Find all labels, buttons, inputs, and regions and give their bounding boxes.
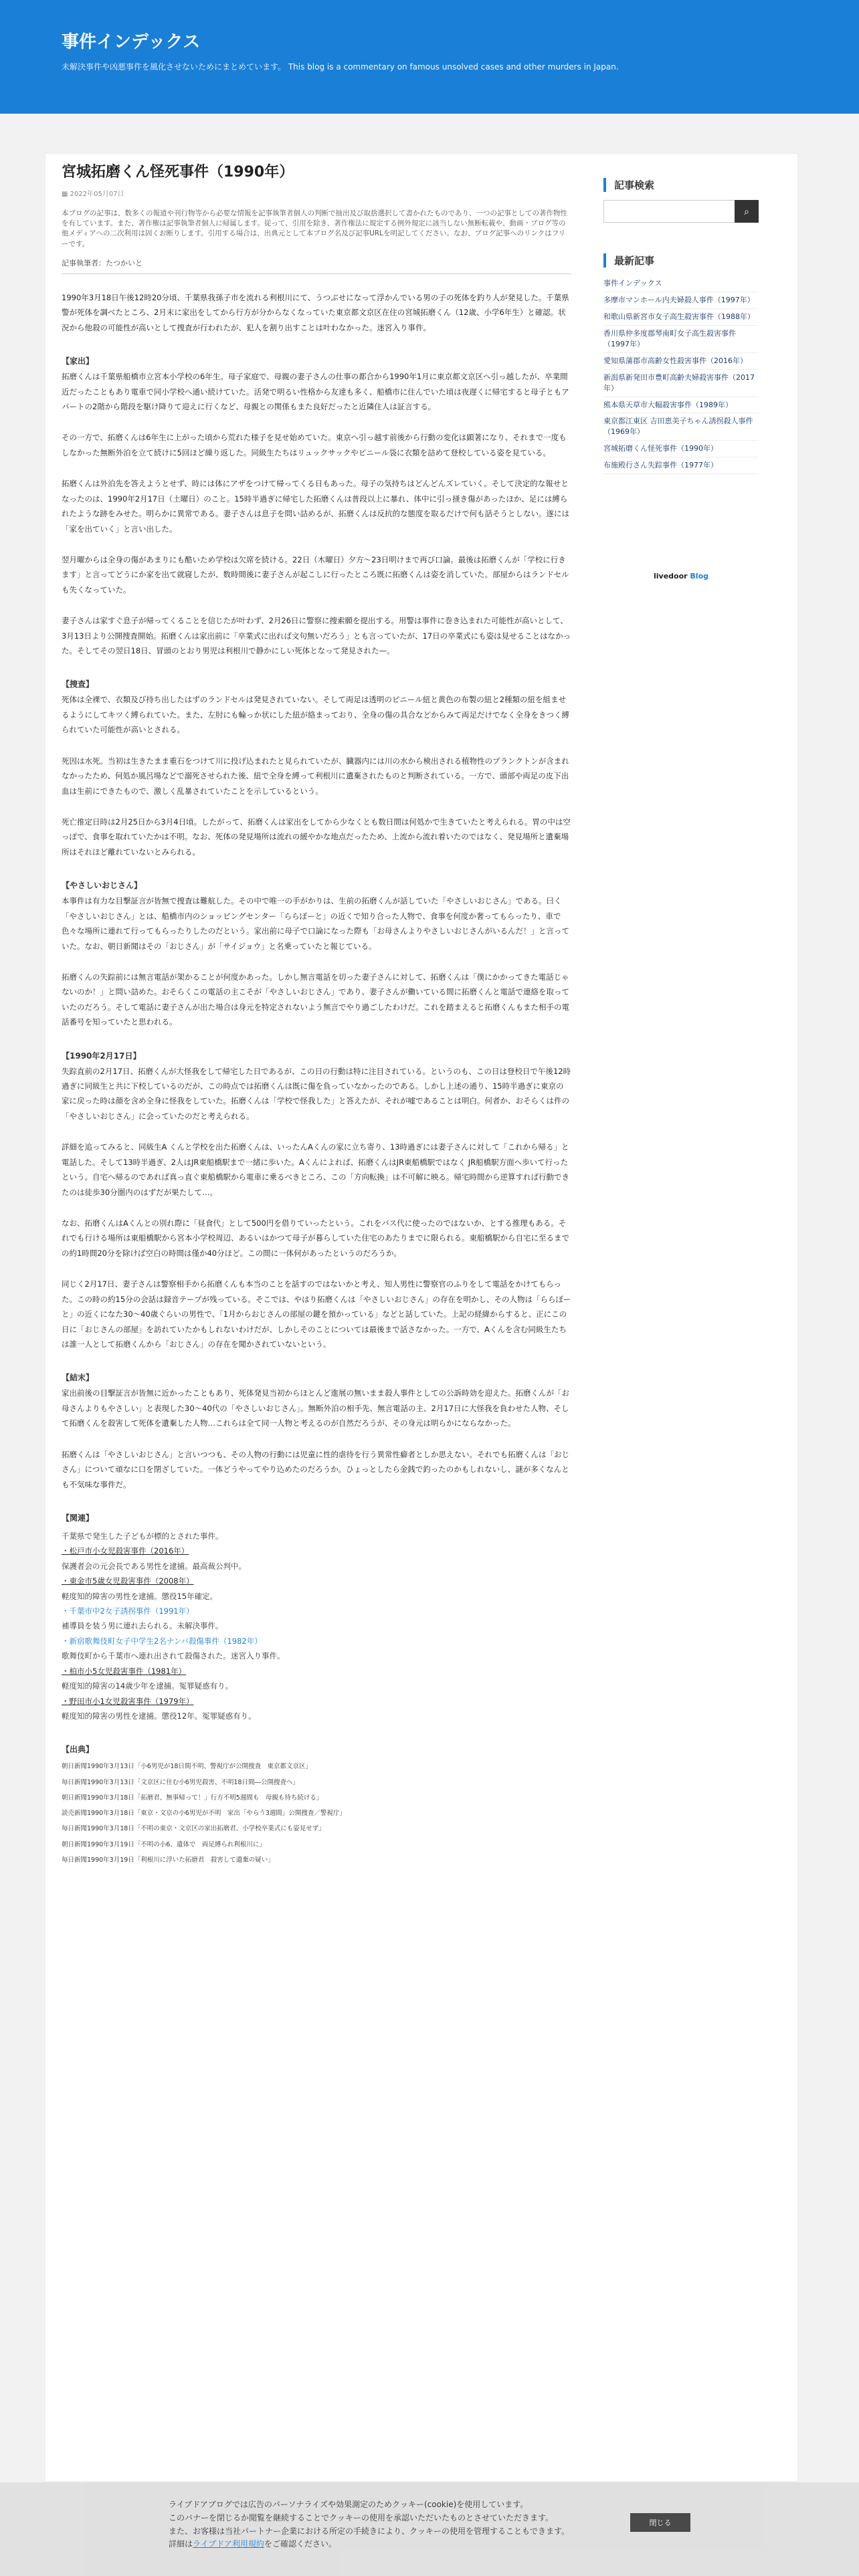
paragraph: 拓磨くんは「やさしいおじさん」と言いつつも、その人物の行動には児童に性的虐待を行う異常性癖者としか思えない。それでも拓磨くんは「おじさん」について頑なに口を閉ざしていた。一体どうやってやり込めたのだろうか。ひょっとしたら金銭で釣ったのかもしれないし、謎が多くなんとも不気味な事件だ。 — [62, 1449, 569, 1489]
post-date — [62, 188, 571, 198]
recent-post-link[interactable]: 多摩市マンホール内夫婦殺人事件（1997年） — [603, 292, 759, 309]
recent-widget — [603, 253, 759, 474]
paragraph: なお、拓磨くんはAくんとの別れ際に「昼食代」として500円を借りていったという。これをバス代に使ったのではないか、とする推理もある。それでも行ける場所は東船橋駅から宮本小学校周辺、あるいはかつて母子が暮らしていた住宅のあたりまでに限られる。東船橋駅から自宅に至るまでの約1時間20分を除けば空白の時間は僅か40分ほど。この間に一体何があったというのだろうか。 — [62, 1218, 569, 1258]
paragraph: 同じく2月17日、妻子さんは警察相手から拓磨くんも本当のことを話すのではないかと考え、知人男性に警察官のふりをして電話をかけてもらった。この時の約15分の会話は録音テープが残っている。そこでは、やはり拓磨くんは「やさしいおじさん」の存在を明かし、その人物は「ららぽーと」の近くになた30〜40歳ぐらいの男性で、「1月からおじさんの部屋の鍵を預かっている」などと話していた。上記の経緯からすると、正にこの日に「おじさんの部屋」を訪れていたかもしれないわけだが、しかしそのことについては最後まで話さなかった。一方で、Aくんを含む同級生たちは誰一人として拓磨くんから「おじさん」の存在を聞かされていないという。 — [62, 1279, 571, 1349]
paragraph: その一方で、拓磨くんは6年生に上がった頃から荒れた様子を見せ始めていた。東京へ引っ越す前後から行動の変化は顕著になり、それまで一度もしなかった無断外泊を立て続けに5回ほど繰り返した。同級生たちはリュックサックやビニール袋に衣類を詰めて登校している姿を見ている。 — [62, 433, 567, 457]
recent-post-link[interactable]: 事件インデックス — [603, 276, 759, 292]
search-input[interactable] — [603, 200, 735, 223]
paragraph: 1990年3月18日午後12時20分頃、千葉県我孫子市を流れる利根川にて、うつぶせになって浮かんでいる男の子の死体を釣り人が発見した。千葉県警が死体を調べたところ、2月末に家出をしてから行方が分からなくなっていた東京都文京区在住の宮城拓磨くん（12歳、小学6年生）と確認。状況から他殺の可能性が高いとして捜査が行われたが、犯人を割り出すことは叶わなかった。迷宮入り事件。 — [62, 292, 569, 332]
section-heading: 【出典】 — [62, 1745, 94, 1755]
source-item: 朝日新聞1990年3月19日「不明の小6、遺体で 両足縛られ利根川に」 — [62, 1840, 266, 1848]
section-heading: 【家出】 — [62, 356, 94, 366]
source-item: 朝日新聞1990年3月18日「拓磨君、無事帰って！」行方不明5週間も 母親も待ち続ける」 — [62, 1794, 323, 1802]
related-note: 歌舞伎町から千葉市へ連れ出されて殺傷された。迷宮入り事件。 — [62, 1651, 285, 1661]
source-item: 毎日新聞1990年3月19日「利根川に浮いた拓磨君 殺害して遺棄の疑い」 — [62, 1856, 274, 1864]
site-header — [0, 0, 859, 114]
related-link[interactable]: ・千葉市中2女子誘拐事件（1991年） — [62, 1606, 194, 1616]
cookie-line — [169, 2538, 603, 2551]
related-note: 保護者会の元会長である男性を逮捕。最高裁公判中。 — [62, 1561, 246, 1571]
source-item: 毎日新聞1990年3月18日「不明の東京・文京区の家出拓磨君、小学校卒業式にも姿見せず」 — [62, 1825, 325, 1833]
logo-blog-text: Blog — [690, 572, 709, 581]
calendar-icon: ▦ — [62, 191, 70, 198]
paragraph: 拓磨くんの失踪前には無言電話が架かることが何度かあった。しかし無言電話を切った妻子さんに対して、拓磨くんは「僕にかかってきた電話じゃないのか！」と問い詰めた。おそらくこの電話の主こそが「やさしいおじさん」であり、妻子さんが働いている間に拓磨くんと電話で連絡を取っていたのだろう。そして電話に妻子さんが出た場合は身元を特定されないよう無言でやり過ごしたわけだ。これを踏まえると拓磨くんもまた相手の電話番号を知っていたと思われる。 — [62, 972, 569, 1027]
cookie-banner — [0, 2482, 859, 2576]
logo-livedoor-text: livedoor — [653, 572, 688, 581]
paragraph: 死亡推定日時は2月25日から3月4日頃。したがって、拓磨くんは家出をしてから少なくとも数日間は何処かで生きていたと考えられる。胃の中は空っぽで、食事を取れていたかは不明。なお、死体の発見場所は流れの緩やかな地点だったため、上流から流れ着いたのではなく、発見場所と遺棄場所はそれほど離れていないとみられる。 — [62, 817, 571, 857]
post-title[interactable]: 宮城拓磨くん怪死事件（1990年） — [62, 164, 294, 181]
source-item: 毎日新聞1990年3月13日「文京区に住む小6男児殺害、不明18日間―公開捜査へ」 — [62, 1778, 299, 1786]
sources-list — [62, 1759, 571, 1868]
recent-post-link[interactable]: 愛知県蒲郡市高齢女性殺害事件（2016年） — [603, 353, 759, 370]
cookie-text — [169, 2498, 603, 2551]
recent-widget-title: 最新記事 — [603, 253, 759, 267]
source-item: 読売新聞1990年3月18日「東京・文京の小6男児が不明 家出「やらう3週間」公開捜査／警視庁」 — [62, 1810, 346, 1818]
search-widget-title: 記事検索 — [603, 178, 759, 192]
paragraph: 失踪直前の2月17日、拓磨くんが大怪我をして帰宅した日であるが、この日の行動は特に注目されている。というのも、この日は登校日で午後12時過ぎに同級生と共に下校しているのだが、この時点では拓磨くんは既に傷を負っていなかったのである。しかし上述の通り、15時半過ぎに東京の家に戻った時は顔を含め全身に怪我をしていた。拓磨くんは「学校で怪我した」と答えたが、それが嘘であることは明白。何者か、おそらくは件の「やさしいおじさん」に会っていたのだと考えられる。 — [62, 1066, 571, 1121]
cookie-text-post: をご確認ください。 — [264, 2539, 337, 2549]
search-button[interactable] — [735, 200, 759, 223]
related-intro: 千葉県で発生した子どもが標的とされた事件。 — [62, 1531, 223, 1541]
paragraph: 妻子さんは家すぐ息子が帰ってくることを信じたが叶わず、2月26日に警察に捜索願を提出する。用警は事件に巻き込まれた可能性が高いとして、3月13日より公開捜査開始。拓磨くんは家出前に「卒業式に出れば文句無いだろう」とも言っていたが、17日の卒業式にも姿は見せることはなかった。そしてその翌日18日、冒頭のとおり男児は利根川で静かにしい死体となって発見された—。 — [62, 616, 571, 656]
author-line: 記事執筆者：たつかいと — [62, 257, 571, 274]
search-icon: ⌕ — [744, 205, 749, 217]
paragraph: 死因は水死。当初は生きたまま重石をつけて川に投げ込まれたと見られていたが、臓器内には川の水から検出される植物性のプランクトンが含まれなかったため、何処か風呂場などで溺死させられた後、紐で全身を縛って利根川に遺棄されたものと判断されている。一方で、頭部や両足の皮下出血は生前にできたもので、激しく乱暴されていたことを示しているという。 — [62, 756, 569, 796]
terms-link[interactable]: ライブドア利用規約 — [193, 2539, 264, 2549]
related-note: 軽度知的障害の男性を逮捕。懲役15年確定。 — [62, 1591, 218, 1601]
section-heading: 【やさしいおじさん】 — [62, 881, 142, 891]
section-heading: 【1990年2月17日】 — [62, 1051, 141, 1061]
related-note: 補導員を装う男に連れ去られる。未解決事件。 — [62, 1621, 223, 1631]
related-link[interactable]: ・東金市5歳女児殺害事件（2008年） — [62, 1576, 194, 1586]
cookie-line: また、お客様は当社パートナー企業における所定の手続きにより、クッキーの使用を管理することもできます。 — [169, 2526, 570, 2536]
post-date-text: 2022年05月07日 — [70, 191, 124, 198]
copyright-notice: 本ブログの記事は、数多くの報道や刊行物等から必要な情報を記事執筆者個人の判断で抽出及び取捨選択して書かれたものであり、一つの記事としての著作物性を有しています。また、著作権は記事執筆者個人に帰属します。従って、引用を除き、著作権法に規定する例外規定に該当しない無断転載や、動画・ブログ等の他メディアへの二次利用は固くお断りします。引用する場合は、出典元として本ブログ名及び記事URLを明記してください。なお、ブログ記事へのリンクはフリーです。 — [62, 209, 567, 248]
site-title[interactable]: 事件インデックス — [62, 32, 201, 52]
sidebar — [603, 178, 759, 580]
paragraph: 拓磨くんは千葉県船橋市立宮本小学校の6年生。母子家庭で、母親の妻子さんの仕事の都合から1990年1月に東京都文京区へ引っ越したが、卒業間近だったこともあり電車で同小学校へ通い続けていた。活発で明るい性格から友達も多く、船橋市に住んでいた頃は夜遅くに帰宅すると母子ともアパートの2階から階段を駆け降りて迎えに行くなど、母親との関係もまた良好だったと近隣住人は証言する。 — [62, 372, 569, 411]
content-container — [45, 154, 797, 2481]
section-heading: 【結末】 — [62, 1373, 94, 1383]
paragraph: 詳細を追ってみると、同級生A くんと学校を出た拓磨くんは、いったんAくんの家に立ち寄り、13時過ぎには妻子さんに対して「これから帰る」と電話した。そして13時半過ぎ、2人はJR東船橋駅まで一緒に歩いた。Aくんによれば、拓磨くんはJR東船橋駅ではなく JR船橋駅方面へ歩いて行ったという。自宅へ帰るのであれば真っ直ぐ東船橋駅から電車に乗るべきところ、この「方向転換」は不可解に映る。帰宅時間から逆算すれば行動できたのは徒歩30分圏内のはずだが果たして…。 — [62, 1142, 569, 1197]
article — [62, 154, 571, 1868]
section-heading: 【捜査】 — [62, 679, 94, 689]
section-heading: 【関連】 — [62, 1513, 94, 1523]
recent-post-link[interactable]: 新潟県新発田市豊町高齢夫婦殺害事件（2017年） — [603, 370, 759, 397]
cookie-line: ライブドアブログでは広告のパーソナライズや効果測定のためクッキー(cookie)を使用しています。 — [169, 2500, 529, 2509]
cookie-close-button[interactable]: 閉じる — [630, 2513, 690, 2532]
related-list — [62, 1529, 571, 1723]
recent-post-link[interactable]: 東京都江東区 吉田恵美子ちゃん誘拐殺人事件（1969年） — [603, 413, 759, 441]
search-form — [603, 200, 759, 223]
related-note: 軽度知的障害の14歳少年を逮捕。冤罪疑惑有り。 — [62, 1681, 233, 1691]
recent-post-link[interactable]: 香川県仲多度郡琴南町女子高生殺害事件（1997年） — [603, 326, 759, 353]
source-item: 朝日新聞1990年3月13日「小6男児が18日間不明、警視庁が公開捜査 東京都文京区」 — [62, 1763, 312, 1771]
recent-post-link[interactable]: 和歌山県新宮市女子高生殺害事件（1988年） — [603, 309, 759, 326]
recent-post-link[interactable]: 熊本県天草市大幅殺害事件（1989年） — [603, 397, 759, 414]
paragraph: 死体は全裸で、衣類及び持ち出したはずのランドセルは発見されていない。そして両足は透明のビニール紐と黄色の布製の紐と2種類の紐を組ませるようにしてキツく縛られていた。また、左肘にも輪っか状にした紐が絡まっており、全身の傷の具合などからみて両足だけでなく全身をきつく縛られていた可能性が高いとされる。 — [62, 695, 569, 735]
paragraph: 家出前後の目撃証言が皆無に近かったこともあり、死体発見当初からほとんど進展の無いまま殺人事件としての公訴時効を迎えた。拓磨くんが「お母さんよりもやさしい」と表現した30〜40代の「やさしいおじさん」。無断外泊の相手先、無言電話の主、2月17日に大怪我を負わせた人物、そして拓磨くんを殺害して死体を遺棄した人物…これらは全て同一人物と考えるのが自然だろうが、その身元は明らかにならなかった。 — [62, 1388, 569, 1428]
related-link[interactable]: ・新宿歌舞伎町女子中学生2名ナンバ殺傷事件（1982年） — [62, 1636, 262, 1646]
livedoor-blog-logo[interactable] — [603, 572, 759, 580]
site-description: 未解決事件や凶悪事件を風化させないためにまとめています。 This blog is a commentary on famous unsolved cases and other murders in Japan. — [62, 62, 619, 72]
related-link[interactable]: ・柏市小5女児殺害事件（1981年） — [62, 1666, 187, 1676]
recent-post-link[interactable]: 布施殿行さん失踪事件（1977年） — [603, 457, 759, 474]
cookie-line: このバナーを閉じるか閲覧を継続することでクッキーの使用を承認いただいたものとさせていただきます。 — [169, 2512, 554, 2523]
paragraph: 本事件は有力な目撃証言が皆無で捜査は難航した。その中で唯一の手がかりは、生前の拓磨くんが話していた「やさしいおじさん」である。曰く「やさしいおじさん」とは、船橋市内のショッピングセンター「ららぽーと」の近くで知り合った人物で、食事を何度か奢ってもらったり、車で色々な場所に連れて行ってもらったりしたのだという。家出前に母子で口論になった際も「お母さんよりやさしいおじさんがいるんだ！」と言っていた。なお、朝日新聞はその「おじさん」が「サイジョウ」と名乗っていたと報じている。 — [62, 896, 569, 951]
paragraph: 翌月曜からは全身の傷があまりにも酷いため学校は欠席を続ける。22日（木曜日）夕方〜23日明けまで再び口論。最後は拓磨くんが「学校に行きます」と言ってどうにか家を出て就寝したが、数時間後に妻子さんが起こしに行ったところ既に拓磨くんは姿を消していた。部屋からはランドセルも失くなっていた。 — [62, 554, 569, 595]
related-link[interactable]: ・松戸市小女児殺害事件（2016年） — [62, 1546, 189, 1556]
paragraph: 拓磨くんは外泊先を答えようとせず、時には体にアザをつけて帰ってくる日もあった。母子の気持ちはどんどんズレていく。そして決定的な報せとなったのは、1990年2月17日（土曜日）のこと。15時半過ぎに帰宅した拓磨くんは普段以上に暴れ、体中に引っ掻き傷があったほか、足には縛られたような跡をみせた。明らかに異常である。妻子さんは息子を問い詰めるが、拓磨くんは反抗的な態度を取るだけで何も話そうとしない。遂には「家を出ていく」と言い出した。 — [62, 479, 569, 534]
related-link[interactable]: ・野田市小1女児殺害事件（1979年） — [62, 1696, 194, 1706]
related-note: 軽度知的障害の男性を逮捕。懲役12年。冤罪疑惑有り。 — [62, 1711, 256, 1721]
recent-post-link[interactable]: 宮城拓磨くん怪死事件（1990年） — [603, 441, 759, 457]
cookie-text-pre: 詳細は — [169, 2539, 193, 2549]
